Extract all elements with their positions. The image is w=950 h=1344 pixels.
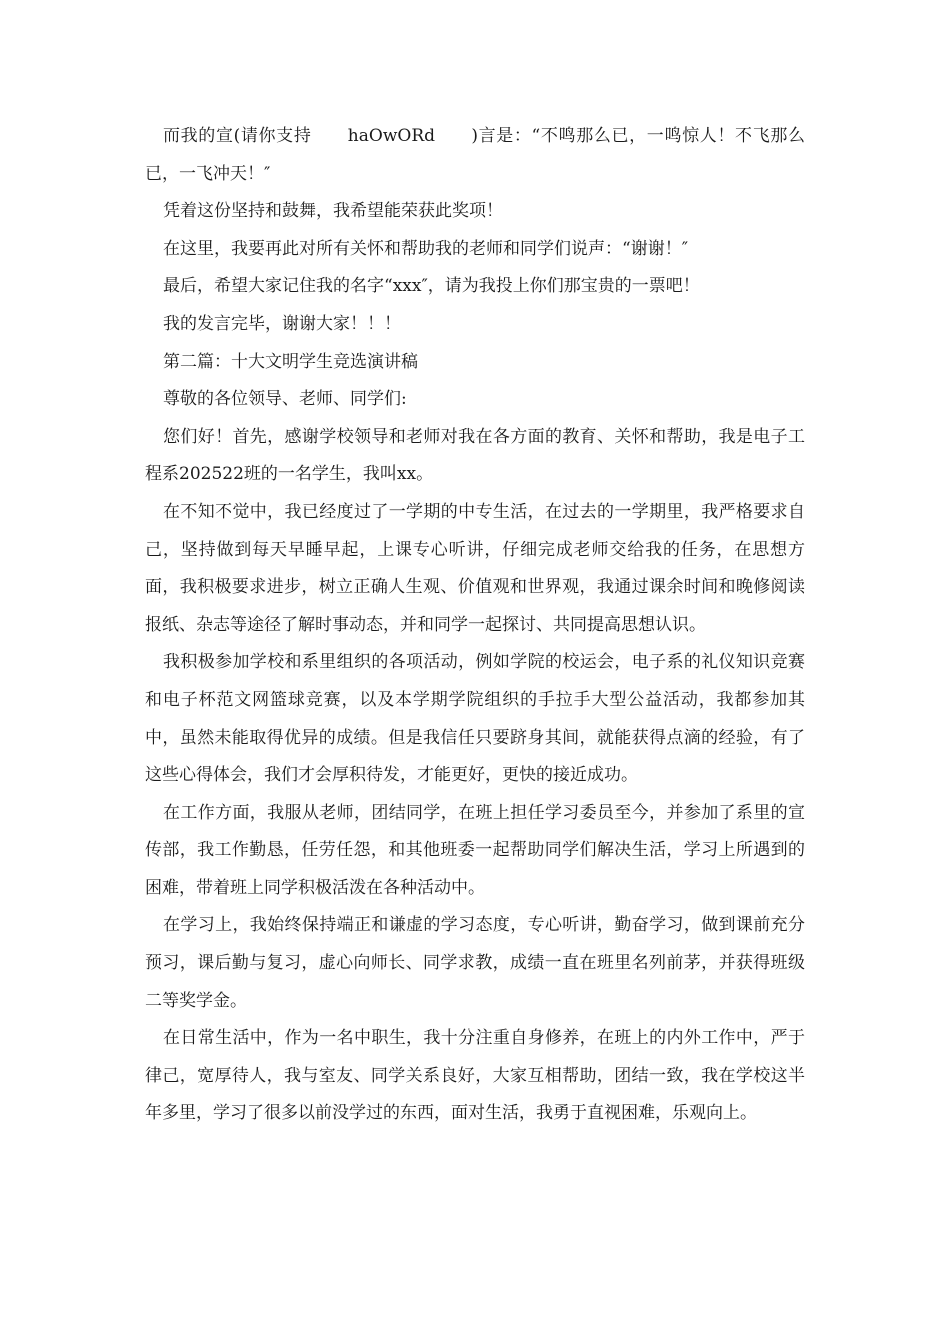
paragraph-vote: 最后，希望大家记住我的名字“xxx″，请为我投上你们那宝贵的一票吧！ (163, 276, 700, 297)
paragraph-learning: 在学习上，我始终保持端正和谦虚的学习态度，专心听讲，勤奋学习，做到课前充分预习，课后勤与复习，虚心向师长、同学求教，成绩一直在班里名列前茅，并获得班级二等奖学金。 (145, 915, 805, 1011)
paragraph-daily-life: 在日常生活中，作为一名中职生，我十分注重自身修养，在班上的内外工作中，严于律己，宽厚待人，我与室友、同学关系良好，大家互相帮助，团结一致，我在学校这半年多里，学习了很多以前没学过的东西，面对生活，我勇于直视困难，乐观向上。 (145, 1028, 805, 1124)
paragraph-hope: 凭着这份坚持和鼓舞，我希望能荣获此奖项！ (163, 201, 503, 222)
paragraph-closing: 我的发言完毕，谢谢大家！！！ (163, 313, 401, 334)
paragraph-introduction: 您们好！首先，感谢学校领导和老师对我在各方面的教育、关怀和帮助，我是电子工程系202522班的一名学生，我叫xx。 (145, 426, 805, 485)
salutation: 尊敬的各位领导、老师、同学们: (163, 389, 407, 410)
paragraph-slogan: 而我的宣(请你支持 haOwORd )言是：“不鸣那么已，一鸣惊人！不飞那么已，一飞冲天！″ (145, 126, 805, 184)
paragraph-activities: 我积极参加学校和系里组织的各项活动，例如学院的校运会，电子系的礼仪知识竞赛和电子杯范文网篮球竞赛，以及本学期学院组织的手拉手大型公益活动，我都参加其中，虽然未能取得优异的成绩。但是我信任只要跻身其间，就能获得点滴的经验，有了这些心得体会，我们才会厚积待发，才能更好，更快的接近成功。 (145, 652, 805, 786)
paragraph-work: 在工作方面，我服从老师，团结同学，在班上担任学习委员至今，并参加了系里的宣传部，我工作勤恳，任劳任怨，和其他班委一起帮助同学们解决生活，学习上所遇到的困难，带着班上同学积极活泼在各种活动中。 (145, 802, 805, 898)
paragraph-thanks: 在这里，我要再此对所有关怀和帮助我的老师和同学们说声：“谢谢！″ (163, 238, 689, 259)
section-heading: 第二篇：十大文明学生竞选演讲稿 (163, 351, 418, 372)
document-page (145, 118, 805, 1133)
paragraph-study-life: 在不知不觉中，我已经度过了一学期的中专生活，在过去的一学期里，我严格要求自己，坚持做到每天早睡早起，上课专心听讲，仔细完成老师交给我的任务，在思想方面，我积极要求进步，树立正确人生观、价值观和世界观，我通过课余时间和晚修阅读报纸、杂志等途径了解时事动态，并和同学一起探讨、共同提高思想认识。 (145, 501, 805, 635)
